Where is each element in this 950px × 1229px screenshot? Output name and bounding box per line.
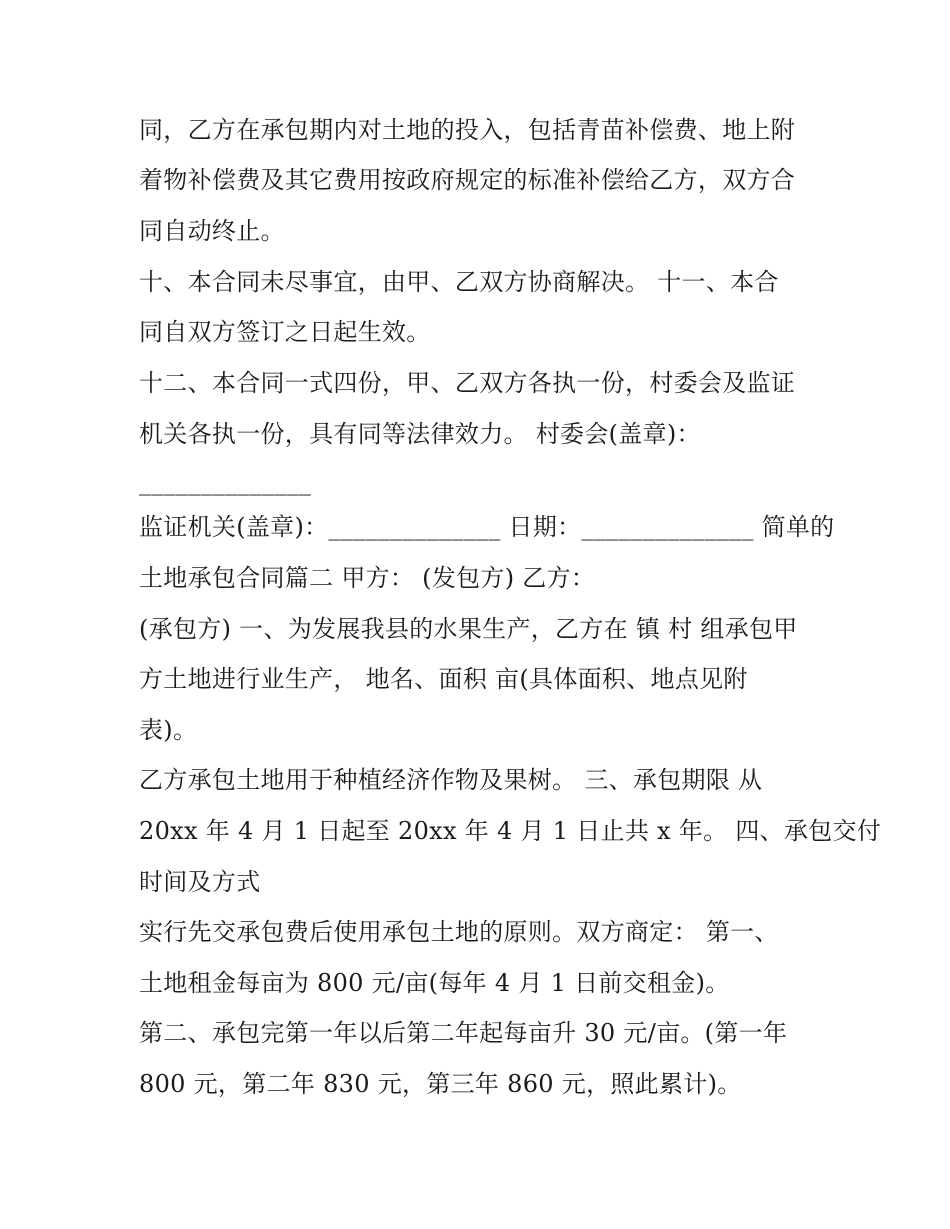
text-line: 监证机关(盖章)：______________ 日期：______________ 简单的 (139, 513, 835, 541)
text-line: 同自动终止。 (139, 217, 285, 245)
text-line: 十、本合同未尽事宜，由甲、乙双方协商解决。 十一、本合 (139, 268, 779, 296)
signature-blank: ______________ (139, 468, 312, 496)
text-line: 乙方承包土地用于种植经济作物及果树。 三、承包期限 从 (139, 766, 763, 794)
text-line: 800 元，第二年 830 元，第三年 860 元，照此累计)。 (139, 1070, 742, 1098)
text-line: 机关各执一份，具有同等法律效力。 村委会(盖章)： (139, 420, 701, 448)
text-line: 方土地进行业生产， 地名、面积 亩(具体面积、地点见附 (139, 665, 748, 693)
text-line: 同自双方签订之日起生效。 (139, 318, 431, 346)
text-line: 20xx 年 4 月 1 日起至 20xx 年 4 月 1 日止共 x 年。 四、承包交付 (139, 817, 882, 845)
text-line: 时间及方式 (139, 868, 261, 896)
text-line: 第二、承包完第一年以后第二年起每亩升 30 元/亩。(第一年 (139, 1019, 788, 1047)
text-line: 土地租金每亩为 800 元/亩(每年 4 月 1 日前交租金)。 (139, 969, 730, 997)
text-line: (承包方) 一、为发展我县的水果生产，乙方在 镇 村 组承包甲 (139, 615, 798, 643)
text-line: 实行先交承包费后使用承包土地的原则。双方商定： 第一、 (139, 918, 779, 946)
text-line: 土地承包合同篇二 甲方： (发包方) 乙方： (139, 564, 596, 592)
text-line: 同，乙方在承包期内对土地的投入，包括青苗补偿费、地上附 (139, 116, 796, 144)
text-line: 着物补偿费及其它费用按政府规定的标准补偿给乙方，双方合 (139, 166, 796, 194)
text-line: 表)。 (139, 716, 198, 744)
text-line: 十二、本合同一式四份，甲、乙双方各执一份，村委会及监证 (139, 369, 796, 397)
